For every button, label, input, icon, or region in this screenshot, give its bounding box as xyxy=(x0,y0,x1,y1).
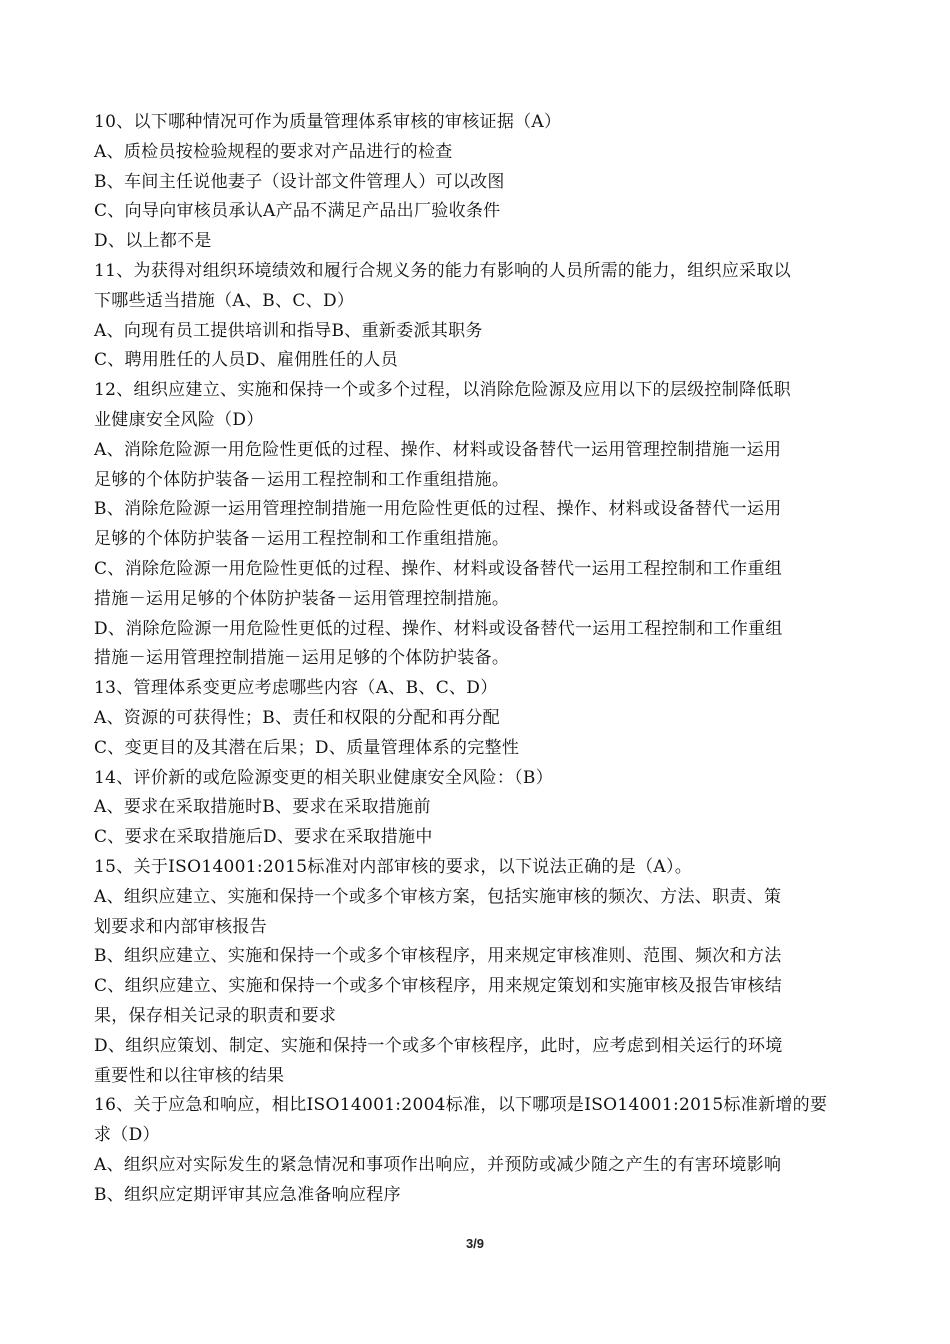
text-line: A、向现有员工提供培训和指导B、重新委派其职务 xyxy=(94,320,483,341)
text-line: A、资源的可获得性；B、责任和权限的分配和再分配 xyxy=(94,707,500,728)
text-line: C、变更目的及其潜在后果；D、质量管理体系的完整性 xyxy=(94,737,520,758)
text-line: A、消除危险源一用危险性更低的过程、操作、材料或设备替代一运用管理控制措施一运用 xyxy=(94,439,782,460)
text-line: 划要求和内部审核报告 xyxy=(94,916,267,937)
text-line: B、组织应建立、实施和保持一个或多个审核程序，用来规定审核准则、范围、频次和方法 xyxy=(94,946,782,967)
text-line: 10、以下哪种情况可作为质量管理体系审核的审核证据（A） xyxy=(94,112,562,132)
text-line: 业健康安全风险（D） xyxy=(94,409,264,430)
document-body xyxy=(94,108,864,1210)
text-line: 16、关于应急和响应，相比ISO14001:2004标准，以下哪项是ISO14001:2015标准新增的要 xyxy=(94,1095,828,1116)
text-line: C、要求在采取措施后D、要求在采取措施中 xyxy=(94,827,433,848)
text-line: B、车间主任说他妻子（设计部文件管理人）可以改图 xyxy=(94,171,505,192)
text-line: D、以上都不是 xyxy=(94,231,212,252)
text-line: 下哪些适当措施（A、B、C、D） xyxy=(94,290,355,311)
text-line: B、消除危险源一运用管理控制措施一用危险性更低的过程、操作、材料或设备替代一运用 xyxy=(94,499,782,520)
page-number: 3/9 xyxy=(465,1236,485,1251)
text-line: 12、组织应建立、实施和保持一个或多个过程，以消除危险源及应用以下的层级控制降低职 xyxy=(94,380,791,401)
text-line: A、组织应建立、实施和保持一个或多个审核方案，包括实施审核的频次、方法、职责、策 xyxy=(94,886,782,907)
text-line: C、聘用胜任的人员D、雇佣胜任的人员 xyxy=(94,350,399,371)
text-line: 措施－运用足够的个体防护装备－运用管理控制措施。 xyxy=(94,588,510,609)
text-line: 求（D） xyxy=(94,1125,160,1146)
text-line: A、要求在采取措施时B、要求在采取措施前 xyxy=(94,797,431,818)
text-line: 足够的个体防护装备－运用工程控制和工作重组措施。 xyxy=(94,529,510,550)
text-line: 足够的个体防护装备－运用工程控制和工作重组措施。 xyxy=(94,469,510,490)
text-line: 14、评价新的或危险源变更的相关职业健康安全风险：（B） xyxy=(94,767,554,788)
text-line: C、消除危险源一用危险性更低的过程、操作、材料或设备替代一运用工程控制和工作重组 xyxy=(94,558,783,579)
text-line: C、组织应建立、实施和保持一个或多个审核程序，用来规定策划和实施审核及报告审核结 xyxy=(94,976,783,997)
text-line: C、向导向审核员承认A产品不满足产品出厂验收条件 xyxy=(94,201,501,222)
text-line: A、组织应对实际发生的紧急情况和事项作出响应，并预防或减少随之产生的有害环境影响 xyxy=(94,1154,782,1175)
text-line: B、组织应定期评审其应急准备响应程序 xyxy=(94,1184,401,1205)
text-line: 11、为获得对组织环境绩效和履行合规义务的能力有影响的人员所需的能力，组织应采取以 xyxy=(94,260,791,281)
text-line: D、消除危险源一用危险性更低的过程、操作、材料或设备替代一运用工程控制和工作重组 xyxy=(94,618,783,639)
text-line: 13、管理体系变更应考虑哪些内容（A、B、C、D） xyxy=(94,678,498,699)
text-line: 果，保存相关记录的职责和要求 xyxy=(94,1005,337,1026)
text-line: A、质检员按检验规程的要求对产品进行的检查 xyxy=(94,141,453,162)
text-line: 措施－运用管理控制措施－运用足够的个体防护装备。 xyxy=(94,648,510,669)
text-line: 重要性和以往审核的结果 xyxy=(94,1065,285,1086)
text-line: D、组织应策划、制定、实施和保持一个或多个审核程序，此时，应考虑到相关运行的环境 xyxy=(94,1035,783,1056)
text-line: 15、关于ISO14001:2015标准对内部审核的要求，以下说法正确的是（A）。 xyxy=(94,856,693,877)
